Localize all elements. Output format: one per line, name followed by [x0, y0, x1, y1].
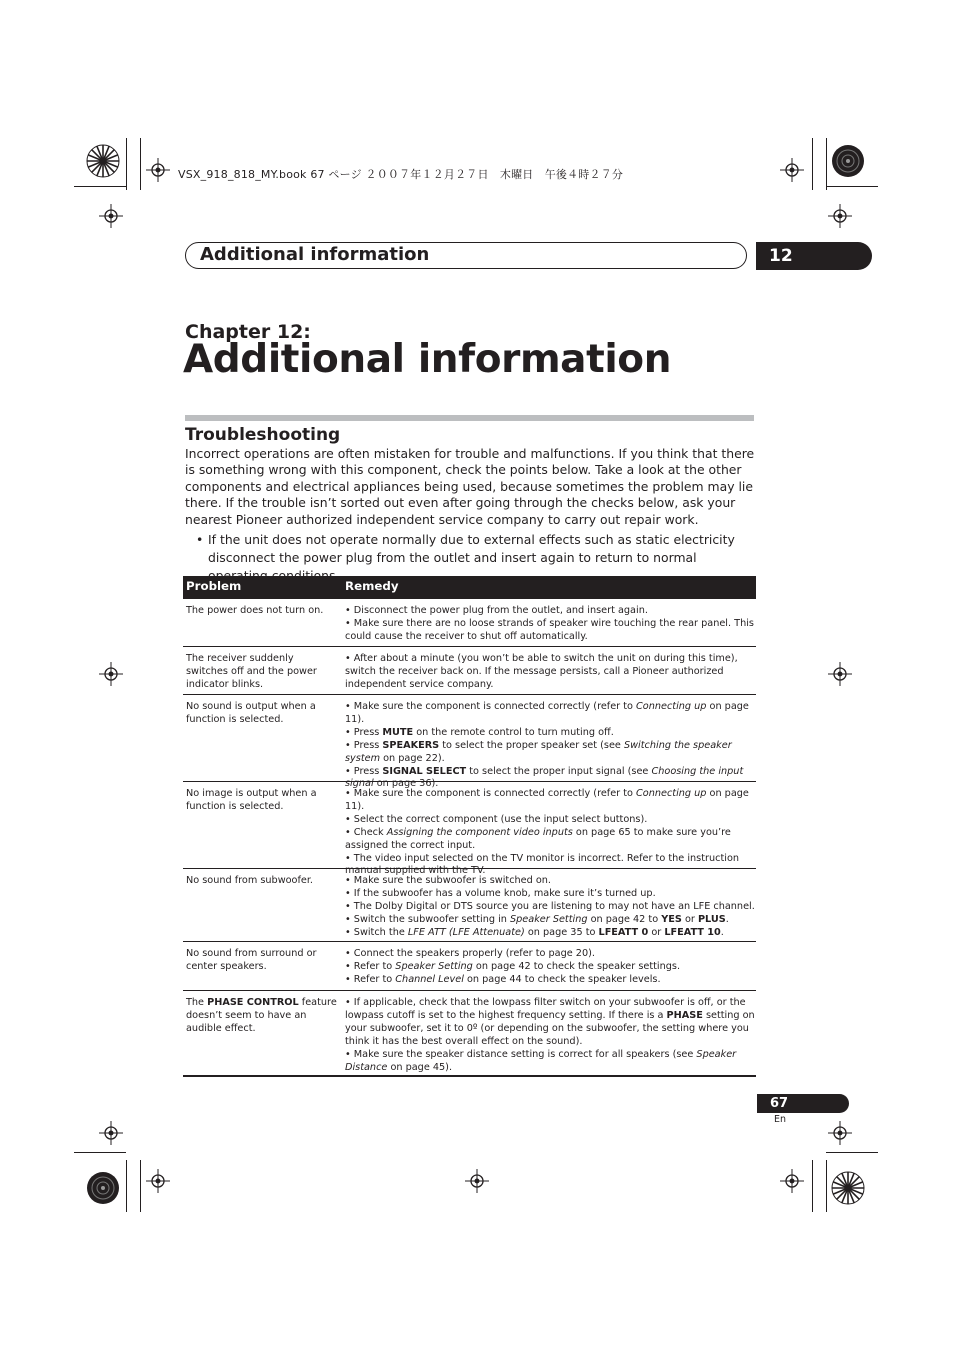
registration-star-icon: [831, 1171, 865, 1205]
remedy-text: LFEATT 0: [598, 926, 649, 938]
registration-mark-icon: [780, 158, 804, 182]
problem-text: feature doesn’t seem to have an audible effect.: [186, 997, 337, 1034]
page-number: 67: [770, 1096, 789, 1111]
remedy-text: Choosing the input signal: [345, 765, 744, 790]
remedy-cell: [345, 701, 756, 791]
remedy-item: [345, 974, 756, 987]
problem-cell: [186, 948, 338, 974]
remedy-item: [345, 997, 756, 1049]
remedy-text: • Refer to: [345, 973, 396, 985]
column-header-problem: Problem: [186, 579, 242, 593]
problem-cell: [186, 997, 338, 1036]
note-text: If the unit does not operate normally due to external effects such as static electricity disconnect the power plug from the outlet and insert again to return to normal: [208, 532, 735, 565]
remedy-text: Speaker Distance: [345, 1048, 737, 1073]
table-row: [183, 782, 756, 877]
table-row: [183, 991, 756, 1077]
remedy-text: YES: [661, 913, 682, 925]
remedy-item: [345, 727, 756, 740]
column-header-remedy: Remedy: [345, 579, 399, 593]
remedy-text: • If the subwoofer has a volume knob, make sure it’s turned up.: [345, 887, 656, 899]
remedy-text: setting on your subwoofer, set it to 0º (or depending on the subwoofer, the setting where you think it has the best overall effect on the sound).: [345, 1009, 755, 1047]
remedy-text: • Refer to: [345, 960, 396, 972]
remedy-text: on page 36).: [373, 778, 439, 790]
troubleshooting-table: [183, 576, 756, 1077]
remedy-text: .: [720, 926, 724, 938]
registration-mark-icon: [828, 204, 852, 228]
remedy-item: [345, 740, 756, 766]
remedy-text: • Make sure the component is connected correctly (refer to: [345, 788, 637, 799]
bullet-icon: •: [196, 532, 204, 547]
remedy-item: [345, 1049, 756, 1075]
remedy-text: • Press: [345, 726, 383, 738]
remedy-text: • Check: [345, 826, 387, 838]
registration-mark-icon: [465, 1169, 489, 1193]
remedy-text: Speaker Setting: [510, 913, 588, 925]
remedy-text: on page 11).: [345, 788, 749, 812]
chapter-label: Chapter 12:: [185, 321, 311, 343]
registration-mark-icon: [828, 1121, 852, 1145]
remedy-text: • Press: [345, 765, 383, 777]
remedy-text: • Switch the: [345, 926, 408, 938]
table-row: [183, 599, 756, 647]
remedy-text: on page 42 to check the speaker settings.: [472, 960, 681, 972]
problem-cell: [186, 653, 338, 692]
table-row: [183, 869, 756, 942]
remedy-text: • Switch the subwoofer setting in: [345, 913, 510, 925]
remedy-text: Channel Level: [395, 973, 464, 985]
chapter-title: Additional information: [183, 337, 672, 382]
remedy-text: on page 65 to make sure you’re assigned the correct input.: [345, 826, 731, 851]
problem-text: No sound is output when a function is selected.: [186, 701, 316, 725]
table-row: [183, 942, 756, 991]
problem-text: The receiver suddenly switches off and the power indicator blinks.: [186, 653, 317, 690]
remedy-text: Assigning the component video inputs: [386, 826, 573, 838]
remedy-text: to select the proper input signal (see: [466, 765, 652, 777]
section-rule: [185, 415, 754, 421]
remedy-item: [345, 653, 756, 692]
remedy-text: on the remote control to turn muting off.: [413, 726, 614, 738]
remedy-cell: [345, 875, 756, 940]
problem-cell: [186, 605, 338, 618]
remedy-text: .: [725, 913, 729, 925]
remedy-text: PHASE: [666, 1009, 703, 1021]
remedy-cell: [345, 653, 756, 692]
remedy-cell: [345, 788, 756, 878]
remedy-item: [345, 788, 756, 814]
remedy-text: • Make sure the subwoofer is switched on.: [345, 875, 551, 886]
remedy-item: [345, 927, 756, 940]
remedy-item: [345, 814, 756, 827]
remedy-cell: [345, 997, 756, 1074]
registration-mark-icon: [828, 662, 852, 686]
registration-star-icon: [86, 144, 120, 178]
problem-text: The: [186, 997, 208, 1008]
remedy-item: [345, 948, 756, 961]
registration-star-icon: [86, 1171, 120, 1205]
remedy-text: • The Dolby Digital or DTS source you are listening to may not have an LFE channel.: [345, 900, 755, 912]
chapter-number: 12: [769, 246, 793, 266]
page-language: En: [774, 1114, 787, 1125]
remedy-text: • Disconnect the power plug from the outlet, and insert again.: [345, 605, 648, 616]
remedy-text: on page 11).: [345, 701, 749, 725]
table-header: [183, 576, 756, 599]
remedy-text: Switching the speaker system: [345, 739, 732, 764]
remedy-text: • Connect the speakers properly (refer to page 20).: [345, 948, 595, 959]
problem-text: No sound from subwoofer.: [186, 875, 314, 886]
remedy-text: Connecting up: [636, 788, 707, 799]
remedy-text: MUTE: [382, 726, 414, 738]
remedy-text: or: [648, 926, 665, 938]
remedy-text: SIGNAL SELECT: [382, 765, 467, 777]
remedy-text: • Press: [345, 739, 383, 751]
problem-cell: [186, 788, 338, 814]
remedy-item: [345, 827, 756, 853]
remedy-text: SPEAKERS: [382, 739, 440, 751]
remedy-text: on page 44 to check the speaker levels.: [463, 973, 661, 985]
section-title: Troubleshooting: [185, 425, 341, 445]
remedy-text: Speaker Setting: [395, 960, 473, 972]
registration-mark-icon: [780, 1169, 804, 1193]
remedy-text: PLUS: [697, 913, 726, 925]
registration-mark-icon: [99, 204, 123, 228]
problem-text: PHASE CONTROL: [207, 997, 299, 1008]
registration-mark-icon: [146, 158, 170, 182]
remedy-text: on page 22).: [380, 752, 445, 764]
remedy-text: • Make sure there are no loose strands of speaker wire touching the rear panel. This could cause the receiver to shut off automatically.: [345, 617, 754, 642]
registration-star-icon: [831, 144, 865, 178]
remedy-item: [345, 961, 756, 974]
remedy-text: on page 42 to: [587, 913, 662, 925]
registration-mark-icon: [99, 662, 123, 686]
remedy-text: or: [681, 913, 698, 925]
remedy-item: [345, 618, 756, 644]
remedy-text: • Make sure the component is connected correctly (refer to: [345, 701, 637, 712]
remedy-text: • If applicable, check that the lowpass filter switch on your subwoofer is off, or the lowpass cutoff is set to the highest frequency setting. If there is a: [345, 997, 746, 1021]
problem-text: No sound from surround or center speakers.: [186, 948, 317, 972]
registration-mark-icon: [99, 1121, 123, 1145]
remedy-item: [345, 914, 756, 927]
print-info-line: VSX_918_818_MY.book 67 ページ ２００７年１２月２７日 木曜日 午後４時２７分: [178, 168, 624, 181]
remedy-text: LFEATT 10: [664, 926, 721, 938]
table-row: [183, 647, 756, 695]
remedy-text: on page 45).: [387, 1061, 453, 1073]
remedy-item: [345, 901, 756, 914]
problem-cell: [186, 875, 338, 888]
table-body: [183, 599, 756, 1077]
remedy-item: [345, 701, 756, 727]
remedy-item: [345, 888, 756, 901]
remedy-text: Connecting up: [636, 701, 707, 712]
problem-text: The power does not turn on.: [186, 605, 324, 616]
table-row: [183, 695, 756, 790]
running-header-title: Additional information: [200, 244, 430, 265]
remedy-cell: [345, 605, 756, 644]
remedy-text: • The video input selected on the TV monitor is incorrect. Refer to the instruction manual supplied with the TV.: [345, 852, 740, 877]
remedy-text: • Make sure the speaker distance setting is correct for all speakers (see: [345, 1048, 697, 1060]
remedy-text: • Select the correct component (use the input select buttons).: [345, 813, 648, 825]
remedy-item: [345, 605, 756, 618]
remedy-text: on page 35 to: [524, 926, 599, 938]
remedy-text: to select the proper speaker set (see: [439, 739, 624, 751]
problem-text: No image is output when a function is selected.: [186, 788, 317, 812]
remedy-text: • After about a minute (you won’t be able to switch the unit on during this time), switch the receiver back on. If the message persists, call a Pioneer authorized independent service company.: [345, 653, 738, 690]
remedy-item: [345, 875, 756, 888]
intro-paragraph: Incorrect operations are often mistaken for trouble and malfunctions. If you think that there is something wrong with this component, check the points below. Take a look at the other components and electrical appliances being used, because sometimes the problem may lie there. If the trouble isn’t sorted out even after going through the checks below, ask your nearest Pioneer authorized independent service company to carry out repair work.: [185, 446, 755, 527]
remedy-text: LFE ATT (LFE Attenuate): [407, 926, 525, 938]
registration-mark-icon: [146, 1169, 170, 1193]
remedy-cell: [345, 948, 756, 987]
problem-cell: [186, 701, 338, 727]
